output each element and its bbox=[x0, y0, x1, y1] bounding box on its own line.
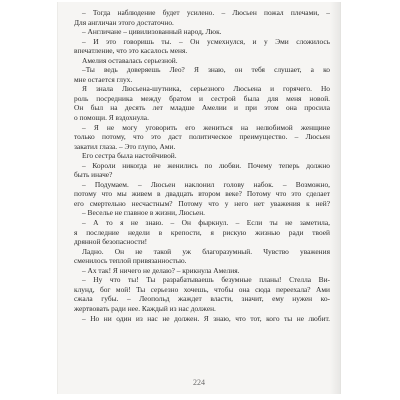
text-line: – Тогда наблюдение будет усилено. – Люсьен пожал плечами, – bbox=[82, 8, 330, 17]
text-line: Его сестра была настойчивой. bbox=[82, 151, 177, 161]
text-line: сжала губы. – Леопольд жаждет власти, значит, ему нужен ко- bbox=[74, 294, 330, 304]
page-text-block bbox=[74, 8, 330, 323]
text-line: – Ну что ты! Ты разрабатываешь безумные планы! Стелла Ви- bbox=[82, 275, 330, 285]
text-line: дрянной безопасности! bbox=[74, 237, 148, 247]
text-line: Я знала Люсьена-шутника, серьезного Люсьена и горячего. Но bbox=[82, 84, 330, 94]
text-line: быть иначе? bbox=[74, 170, 113, 180]
text-line: –Ты ведь доверяешь Лео? Я знаю, он тебя слушает, а ко bbox=[82, 65, 330, 75]
text-line: – А то я не знаю. – Он фыркнул. – Если ты не заметила, bbox=[82, 218, 330, 228]
text-line: – Англичане – цивилизованный народ, Люк. bbox=[82, 27, 222, 37]
text-line: – И это говоришь ты. – Он усмехнулся, и у Эми сложилось bbox=[82, 36, 330, 46]
text-line: сменилось теплой привязанностью. bbox=[74, 256, 187, 266]
page-number: 224 bbox=[193, 378, 205, 387]
text-line: закатил глаза. – Это глупо, Ами. bbox=[74, 141, 176, 151]
text-line: жертвовать ради нее. Каждый из нас должен. bbox=[74, 303, 216, 313]
text-line: впечатление, что это касалось меня. bbox=[74, 46, 188, 56]
text-line: – Подумаем. – Люсьен наклонил голову набок. – Возможно, bbox=[82, 179, 330, 189]
text-line: – Я не могу уговорить его жениться на нелюбимой женщине bbox=[82, 122, 330, 132]
text-line: мне остается глух. bbox=[74, 74, 133, 84]
text-line: Он был на десять лет младше Амелии и при этом она просила bbox=[74, 103, 330, 113]
text-line: его смертельно несчастным? Потому что у него нет уважения к ней? bbox=[74, 198, 330, 208]
text-line: – Короли никогда не женились по любви. Почему теперь должно bbox=[82, 160, 330, 170]
text-line: Амелия оставалась серьезной. bbox=[82, 55, 178, 65]
text-line: я последние недели в крепости, я рискую жизнью ради твоей bbox=[74, 227, 330, 237]
text-line: – Но ни один из нас не должен. Я знаю, что тот, кого ты не любит. bbox=[82, 313, 330, 323]
text-line: потому что мы живем в двадцать втором веке? Потому что это сделает bbox=[74, 189, 330, 199]
text-line: – Ах так! Я ничего не делаю? – крикнула Амелия. bbox=[82, 265, 240, 275]
text-line: Для англичан этого достаточно. bbox=[74, 17, 174, 27]
text-line: о помощи. Я вздохнула. bbox=[74, 113, 149, 123]
page-spine-shadow bbox=[330, 2, 340, 394]
text-line: только потому, что это даст политическое преимущество. – Люсьен bbox=[74, 132, 330, 142]
text-line: Ладно. Он не такой уж благоразумный. Чувство уважения bbox=[82, 246, 330, 256]
text-line: клунд, бог мой! Ты серьезно хочешь, чтобы она сюда переехала? Ами bbox=[74, 284, 330, 294]
text-line: роль посредника между братом и сестрой была для меня новой. bbox=[74, 93, 330, 103]
text-line: – Веселье не главное в жизни, Люсьен. bbox=[82, 208, 206, 218]
book-page bbox=[58, 2, 340, 394]
